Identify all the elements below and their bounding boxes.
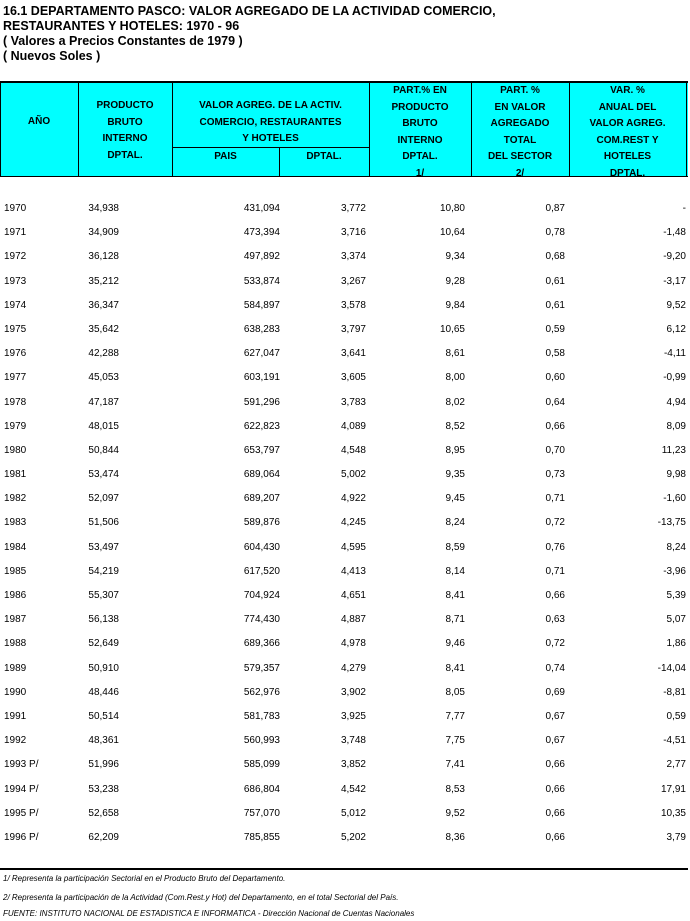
table-cell: 686,804 xyxy=(243,783,280,795)
table-cell: 45,053 xyxy=(88,372,119,384)
table-row xyxy=(0,784,690,808)
table-cell: 42,288 xyxy=(88,348,119,360)
table-cell: 0,64 xyxy=(545,396,565,408)
table-cell: 35,212 xyxy=(88,275,119,287)
table-row xyxy=(0,493,690,517)
table-cell: 9,45 xyxy=(445,493,465,505)
title-line-4: ( Nuevos Soles ) xyxy=(3,49,101,63)
table-cell: 7,41 xyxy=(445,759,465,771)
table-cell: 0,78 xyxy=(545,227,565,239)
footer-rule xyxy=(0,868,688,870)
table-cell: 689,207 xyxy=(243,493,280,505)
table-cell: 0,66 xyxy=(545,759,565,771)
table-cell: 8,61 xyxy=(445,348,465,360)
table-row xyxy=(0,759,690,783)
table-cell: 4,089 xyxy=(340,420,366,432)
table-cell: 1978 xyxy=(4,396,27,408)
table-cell: 4,542 xyxy=(340,783,366,795)
table-cell: -14,04 xyxy=(657,662,686,674)
table-row xyxy=(0,663,690,687)
table-cell: -3,17 xyxy=(663,275,686,287)
table-cell: -4,51 xyxy=(663,735,686,747)
table-cell: 1989 xyxy=(4,662,27,674)
footnote-1: 1/ Representa la participación Sectorial en el Producto Bruto del Departamento. xyxy=(3,874,286,883)
table-cell: 0,67 xyxy=(545,710,565,722)
table-cell: 9,46 xyxy=(445,638,465,650)
table-cell: 0,66 xyxy=(545,807,565,819)
table-cell: 0,67 xyxy=(545,735,565,747)
table-cell: 36,347 xyxy=(88,299,119,311)
table-row xyxy=(0,348,690,372)
table-cell: 1973 xyxy=(4,275,27,287)
table-cell: 11,23 xyxy=(661,444,686,456)
table-cell: 1971 xyxy=(4,227,27,239)
table-cell: 8,09 xyxy=(666,420,686,432)
table-row xyxy=(0,227,690,251)
table-row xyxy=(0,614,690,638)
table-cell: 8,24 xyxy=(666,541,686,553)
table-cell: 4,94 xyxy=(666,396,686,408)
table-cell: 9,34 xyxy=(445,251,465,263)
table-cell: 0,61 xyxy=(545,275,565,287)
table-row xyxy=(0,542,690,566)
table-cell: 4,245 xyxy=(340,517,366,529)
table-cell: 4,413 xyxy=(340,565,366,577)
table-cell: 473,394 xyxy=(243,227,280,239)
table-row xyxy=(0,735,690,759)
table-cell: 3,79 xyxy=(666,831,686,843)
table-cell: 1994 P/ xyxy=(4,783,39,795)
table-cell: 4,595 xyxy=(340,541,366,553)
table-cell: -13,75 xyxy=(657,517,686,529)
table-cell: 0,59 xyxy=(545,323,565,335)
table-cell: 0,60 xyxy=(545,372,565,384)
header-part-valor: PART. % EN VALOR AGREGADO TOTAL DEL SECTOR 2/ xyxy=(487,85,553,179)
table-cell: 50,844 xyxy=(88,444,119,456)
table-cell: 3,783 xyxy=(340,396,366,408)
table-cell: 0,76 xyxy=(545,541,565,553)
table-cell: 0,70 xyxy=(545,444,565,456)
table-cell: 431,094 xyxy=(243,203,280,214)
table-cell: 757,070 xyxy=(243,807,280,819)
table-cell: 47,187 xyxy=(88,396,119,408)
table-cell: 1983 xyxy=(4,517,27,529)
table-row xyxy=(0,372,690,396)
table-cell: 3,716 xyxy=(340,227,366,239)
table-cell: 9,35 xyxy=(445,469,465,481)
table-cell: 4,922 xyxy=(340,493,366,505)
table-cell: 8,59 xyxy=(445,541,465,553)
table-row xyxy=(0,832,690,856)
table-cell: -4,11 xyxy=(663,348,686,360)
table-cell: 52,097 xyxy=(88,493,119,505)
table-cell: 3,797 xyxy=(340,323,366,335)
table-cell: 34,909 xyxy=(88,227,119,239)
table-cell: 62,209 xyxy=(88,831,119,843)
table-cell: 0,71 xyxy=(545,493,565,505)
table-cell: 1980 xyxy=(4,444,27,456)
footnote-2: 2/ Representa la participación de la Actividad (Com.Rest.y Hot) del Departamento, en el total Sectorial del País. xyxy=(3,893,399,902)
header-dptal: DPTAL. xyxy=(306,151,342,162)
table-cell: 704,924 xyxy=(243,590,280,601)
table-cell: 48,015 xyxy=(88,420,119,432)
table-cell: 4,651 xyxy=(340,590,366,601)
table-cell: 10,35 xyxy=(660,807,686,819)
table-cell: 0,72 xyxy=(545,517,565,529)
table-cell: 53,238 xyxy=(88,783,119,795)
table-cell: 1991 xyxy=(4,710,27,722)
table-cell: 1979 xyxy=(4,420,27,432)
table-cell: 3,578 xyxy=(340,299,366,311)
table-cell: 9,52 xyxy=(445,807,465,819)
table-row xyxy=(0,517,690,541)
table-cell: 0,66 xyxy=(545,420,565,432)
header-anio: AÑO xyxy=(27,116,51,127)
table-cell: -1,48 xyxy=(663,227,686,239)
table-cell: 5,07 xyxy=(666,614,686,626)
table-cell: 8,05 xyxy=(445,686,465,698)
table-cell: -8,81 xyxy=(663,686,686,698)
table-row xyxy=(0,203,690,227)
table-cell: 8,52 xyxy=(445,420,465,432)
table-cell: 5,202 xyxy=(340,831,366,843)
table-cell: 604,430 xyxy=(243,541,280,553)
table-cell: -3,96 xyxy=(663,565,686,577)
table-cell: 8,53 xyxy=(445,783,465,795)
table-cell: 6,12 xyxy=(666,323,686,335)
table-cell: 4,279 xyxy=(340,662,366,674)
table-cell: 50,514 xyxy=(88,710,119,722)
table-cell: 10,65 xyxy=(439,323,465,335)
table-cell: -9,20 xyxy=(663,251,686,263)
table-cell: 0,74 xyxy=(545,662,565,674)
table-cell: 4,978 xyxy=(340,638,366,650)
table-cell: 3,748 xyxy=(340,735,366,747)
table-cell: 638,283 xyxy=(243,323,280,335)
table-cell: 3,267 xyxy=(340,275,366,287)
table-row xyxy=(0,687,690,711)
table-cell: 8,41 xyxy=(445,590,465,601)
table-cell: 785,855 xyxy=(243,831,280,843)
table-cell: 1992 xyxy=(4,735,27,747)
table-cell: 562,976 xyxy=(243,686,280,698)
source-note: FUENTE: INSTITUTO NACIONAL DE ESTADISTICA E INFORMATICA - Dirección Nacional de Cuentas Nacionales xyxy=(3,909,415,918)
table-cell: 579,357 xyxy=(243,662,280,674)
table-cell: 585,099 xyxy=(243,759,280,771)
table-cell: -0,99 xyxy=(663,372,686,384)
table-row xyxy=(0,445,690,469)
table-cell: 0,58 xyxy=(545,348,565,360)
table-cell: 1987 xyxy=(4,614,27,626)
table-row xyxy=(0,251,690,275)
table-cell: 622,823 xyxy=(243,420,280,432)
table-row xyxy=(0,421,690,445)
table-cell: 3,925 xyxy=(340,710,366,722)
table-row xyxy=(0,397,690,421)
table-title xyxy=(3,4,687,64)
table-cell: 627,047 xyxy=(243,348,280,360)
table-cell: 689,366 xyxy=(243,638,280,650)
table-cell: 617,520 xyxy=(243,565,280,577)
header-pbi: PRODUCTO BRUTO INTERNO DPTAL. xyxy=(96,100,154,161)
table-cell: 51,996 xyxy=(88,759,119,771)
table-cell: 56,138 xyxy=(88,614,119,626)
table-cell: 3,605 xyxy=(340,372,366,384)
table-cell: 52,649 xyxy=(88,638,119,650)
header-pais: PAIS xyxy=(214,151,237,162)
table-cell: 9,28 xyxy=(445,275,465,287)
table-cell: 1985 xyxy=(4,565,27,577)
table-cell: 653,797 xyxy=(243,444,280,456)
table-cell: 1975 xyxy=(4,323,27,335)
table-cell: 1986 xyxy=(4,590,27,601)
table-cell: 3,772 xyxy=(340,203,366,214)
table-cell: 9,52 xyxy=(666,299,686,311)
table-body xyxy=(0,203,690,856)
table-cell: 1990 xyxy=(4,686,27,698)
table-cell: 0,87 xyxy=(545,203,565,214)
table-cell: 1984 xyxy=(4,541,27,553)
table-cell: 8,71 xyxy=(445,614,465,626)
table-cell: -1,60 xyxy=(663,493,686,505)
table-cell: 51,506 xyxy=(88,517,119,529)
title-line-1: 16.1 DEPARTAMENTO PASCO: VALOR AGREGADO DE LA ACTIVIDAD COMERCIO, xyxy=(3,4,496,18)
table-row xyxy=(0,566,690,590)
header-var: VAR. % ANUAL DEL VALOR AGREG. COM.REST Y HOTELES DPTAL. xyxy=(589,85,666,179)
table-cell: 603,191 xyxy=(243,372,280,384)
table-cell: 7,77 xyxy=(445,710,465,722)
table-cell: 0,63 xyxy=(545,614,565,626)
table-cell: 9,84 xyxy=(445,299,465,311)
table-cell: 4,548 xyxy=(340,444,366,456)
table-cell: - xyxy=(682,203,686,214)
table-cell: 5,39 xyxy=(666,590,686,601)
table-cell: 34,938 xyxy=(88,203,119,214)
table-cell: 0,69 xyxy=(545,686,565,698)
table-cell: 774,430 xyxy=(243,614,280,626)
table-cell: 1996 P/ xyxy=(4,831,39,843)
title-line-2: RESTAURANTES Y HOTELES: 1970 - 96 xyxy=(3,19,240,33)
header-valor-agregado: VALOR AGREG. DE LA ACTIV. COMERCIO, RESTAURANTES Y HOTELES xyxy=(199,100,342,144)
table-cell: 1970 xyxy=(4,203,27,214)
table-cell: 10,64 xyxy=(439,227,465,239)
table-row xyxy=(0,808,690,832)
table-cell: 1993 P/ xyxy=(4,759,39,771)
table-cell: 1982 xyxy=(4,493,27,505)
table-cell: 7,75 xyxy=(445,735,465,747)
table-cell: 8,14 xyxy=(445,565,465,577)
table-cell: 35,642 xyxy=(88,323,119,335)
table-cell: 3,852 xyxy=(340,759,366,771)
table-cell: 3,902 xyxy=(340,686,366,698)
table-row xyxy=(0,711,690,735)
table-cell: 0,66 xyxy=(545,783,565,795)
table-row xyxy=(0,276,690,300)
table-cell: 584,897 xyxy=(243,299,280,311)
table-cell: 36,128 xyxy=(88,251,119,263)
table-cell: 589,876 xyxy=(243,517,280,529)
table-cell: 8,24 xyxy=(445,517,465,529)
table-cell: 2,77 xyxy=(666,759,686,771)
table-cell: 53,474 xyxy=(88,469,119,481)
table-row xyxy=(0,300,690,324)
table-cell: 48,446 xyxy=(88,686,119,698)
table-cell: 581,783 xyxy=(243,710,280,722)
table-cell: 8,95 xyxy=(445,444,465,456)
table-row xyxy=(0,638,690,662)
table-cell: 533,874 xyxy=(243,275,280,287)
table-row xyxy=(0,469,690,493)
table-cell: 1974 xyxy=(4,299,27,311)
table-header xyxy=(0,81,688,177)
table-cell: 560,993 xyxy=(243,735,280,747)
table-cell: 0,66 xyxy=(545,590,565,601)
table-cell: 8,00 xyxy=(445,372,465,384)
table-cell: 55,307 xyxy=(88,590,119,601)
table-cell: 0,68 xyxy=(545,251,565,263)
table-cell: 48,361 xyxy=(88,735,119,747)
table-cell: 5,002 xyxy=(340,469,366,481)
table-cell: 1995 P/ xyxy=(4,807,39,819)
table-cell: 1981 xyxy=(4,469,27,481)
header-part-pbi: PART.% EN PRODUCTO BRUTO INTERNO DPTAL. 1/ xyxy=(391,85,449,179)
table-cell: 3,374 xyxy=(340,251,366,263)
table-cell: 54,219 xyxy=(88,565,119,577)
table-cell: 17,91 xyxy=(660,783,686,795)
table-cell: 8,36 xyxy=(445,831,465,843)
table-cell: 1976 xyxy=(4,348,27,360)
table-cell: 8,41 xyxy=(445,662,465,674)
table-cell: 689,064 xyxy=(243,469,280,481)
table-cell: 8,02 xyxy=(445,396,465,408)
table-cell: 10,80 xyxy=(439,203,465,214)
table-cell: 53,497 xyxy=(88,541,119,553)
table-cell: 0,59 xyxy=(666,710,686,722)
table-cell: 5,012 xyxy=(340,807,366,819)
table-cell: 0,73 xyxy=(545,469,565,481)
table-cell: 3,641 xyxy=(340,348,366,360)
table-cell: 0,71 xyxy=(545,565,565,577)
table-cell: 0,61 xyxy=(545,299,565,311)
table-cell: 497,892 xyxy=(243,251,280,263)
table-row xyxy=(0,590,690,614)
table-cell: 0,72 xyxy=(545,638,565,650)
table-cell: 1,86 xyxy=(666,638,686,650)
table-cell: 1977 xyxy=(4,372,27,384)
table-cell: 9,98 xyxy=(666,469,686,481)
table-row xyxy=(0,324,690,348)
table-cell: 1988 xyxy=(4,638,27,650)
table-cell: 591,296 xyxy=(243,396,280,408)
title-line-3: ( Valores a Precios Constantes de 1979 ) xyxy=(3,34,243,48)
table-cell: 50,910 xyxy=(88,662,119,674)
table-cell: 52,658 xyxy=(88,807,119,819)
table-cell: 0,66 xyxy=(545,831,565,843)
table-cell: 4,887 xyxy=(340,614,366,626)
table-cell: 1972 xyxy=(4,251,27,263)
